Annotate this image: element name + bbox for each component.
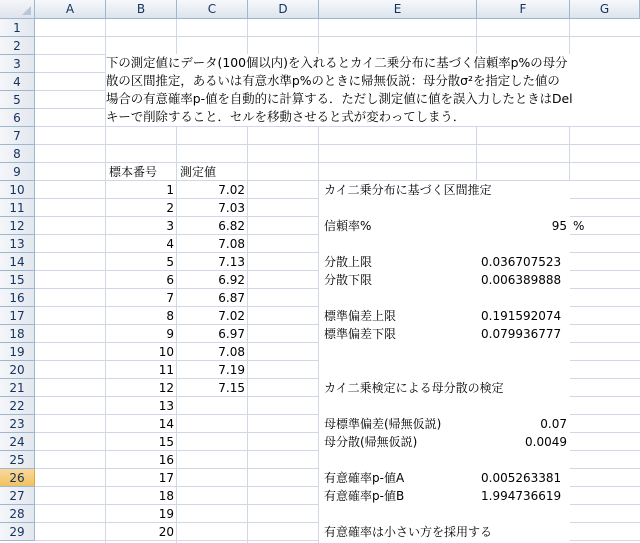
measured-value-cell[interactable] [177, 451, 245, 469]
row-header[interactable]: 28 [0, 505, 35, 523]
column-header-c[interactable]: C [177, 0, 248, 19]
row-header[interactable]: 2 [0, 37, 35, 55]
select-all-corner[interactable] [0, 0, 35, 19]
row-header[interactable]: 4 [0, 73, 35, 91]
row-header[interactable]: 29 [0, 523, 35, 541]
sample-number-cell[interactable]: 20 [158, 525, 174, 539]
sample-number-cell[interactable]: 15 [158, 435, 174, 449]
description-line: キーで削除すること．セルを移動させると式が変わってしまう． [106, 109, 466, 124]
measured-value-cell[interactable] [177, 469, 245, 487]
measured-value-cell[interactable] [177, 487, 245, 505]
header-measured-value[interactable]: 測定値 [180, 165, 217, 179]
row-header[interactable]: 15 [0, 271, 35, 289]
row-header[interactable]: 21 [0, 379, 35, 397]
column-header-b[interactable]: B [106, 0, 177, 19]
column-header-d[interactable]: D [248, 0, 319, 19]
row-header[interactable]: 10 [0, 181, 35, 199]
row-header[interactable]: 12 [0, 217, 35, 235]
measured-value-cell[interactable]: 6.92 [218, 273, 245, 287]
header-sample-number[interactable]: 標本番号 [109, 165, 158, 179]
row-header[interactable]: 20 [0, 361, 35, 379]
variance-upper-label[interactable]: 分散上限 [324, 255, 373, 269]
sample-number-cell[interactable]: 11 [158, 363, 174, 377]
measured-value-cell[interactable]: 6.97 [218, 327, 245, 341]
sample-number-cell[interactable]: 14 [158, 417, 174, 431]
estimation-title[interactable]: カイ二乗分布に基づく区間推定 [324, 183, 492, 197]
measured-value-cell[interactable]: 6.87 [218, 291, 245, 305]
column-header-e[interactable]: E [319, 0, 477, 19]
sample-number-cell[interactable]: 16 [158, 453, 174, 467]
measured-value-cell[interactable]: 7.03 [218, 201, 245, 215]
sample-number-cell[interactable]: 10 [158, 345, 174, 359]
sample-number-cell[interactable]: 7 [166, 291, 174, 305]
measured-value-cell[interactable] [177, 415, 245, 433]
sample-number-cell[interactable]: 9 [166, 327, 174, 341]
description-line: 下の測定値にデータ(100個以内)を入れるとカイ二乗分布に基づく信頼率p%の母分 [106, 55, 568, 70]
row-header[interactable]: 23 [0, 415, 35, 433]
measured-value-cell[interactable]: 7.08 [218, 237, 245, 251]
sample-number-cell[interactable]: 6 [166, 273, 174, 287]
row-header[interactable]: 6 [0, 109, 35, 127]
variance-lower-value[interactable]: 0.006389888 [481, 273, 562, 287]
p-value-a-label[interactable]: 有意確率p-値A [324, 471, 405, 485]
row-header[interactable]: 25 [0, 451, 35, 469]
sample-number-cell[interactable]: 1 [166, 183, 174, 197]
confidence-unit[interactable]: % [573, 219, 585, 233]
row-header[interactable]: 16 [0, 289, 35, 307]
row-header[interactable]: 18 [0, 325, 35, 343]
measured-value-cell[interactable] [177, 523, 245, 541]
row-header[interactable]: 9 [0, 163, 35, 181]
measured-value-cell[interactable]: 7.02 [218, 309, 245, 323]
sd-lower-label[interactable]: 標準偏差下限 [324, 327, 397, 341]
pop-sd-value[interactable]: 0.07 [540, 417, 567, 431]
pop-sd-label[interactable]: 母標準偏差(帰無仮説) [324, 417, 442, 431]
row-header[interactable]: 11 [0, 199, 35, 217]
column-header-f[interactable]: F [477, 0, 570, 19]
row-header[interactable]: 17 [0, 307, 35, 325]
sample-number-cell[interactable]: 5 [166, 255, 174, 269]
description-text [106, 54, 640, 126]
test-note[interactable]: 有意確率は小さい方を採用する [324, 525, 493, 539]
row-header[interactable]: 8 [0, 145, 35, 163]
description-line: 散の区間推定，あるいは有意水準p%のときに帰無仮説：母分散σ²を指定した値の [106, 73, 560, 88]
measured-value-cell[interactable] [177, 433, 245, 451]
sample-number-cell[interactable]: 17 [158, 471, 174, 485]
row-header[interactable]: 26 [0, 469, 35, 487]
measured-value-cell[interactable]: 7.02 [218, 183, 245, 197]
column-header-a[interactable]: A [35, 0, 106, 19]
measured-value-cell[interactable]: 7.19 [218, 363, 245, 377]
measured-value-cell[interactable] [177, 505, 245, 523]
row-header[interactable]: 13 [0, 235, 35, 253]
measured-value-cell[interactable]: 7.15 [218, 381, 245, 395]
pop-var-value[interactable]: 0.0049 [525, 435, 567, 449]
test-title[interactable]: カイ二乗検定による母分散の検定 [324, 381, 504, 395]
column-header-g[interactable]: G [570, 0, 640, 19]
variance-upper-value[interactable]: 0.036707523 [481, 255, 562, 269]
measured-value-cell[interactable] [177, 397, 245, 415]
sd-upper-label[interactable]: 標準偏差上限 [324, 309, 397, 323]
sample-number-cell[interactable]: 12 [158, 381, 174, 395]
row-header[interactable]: 27 [0, 487, 35, 505]
p-value-b-value[interactable]: 1.994736619 [481, 489, 562, 503]
confidence-value[interactable]: 95 [551, 219, 567, 233]
row-header[interactable]: 5 [0, 91, 35, 109]
sample-number-cell[interactable]: 8 [166, 309, 174, 323]
row-header[interactable]: 3 [0, 55, 35, 73]
sd-lower-value[interactable]: 0.079936777 [481, 327, 562, 341]
sample-number-cell[interactable]: 18 [158, 489, 174, 503]
row-header[interactable]: 19 [0, 343, 35, 361]
sample-number-cell[interactable]: 3 [166, 219, 174, 233]
row-header[interactable]: 7 [0, 127, 35, 145]
description-line: 場合の有意確率p-値を自動的に計算する．ただし測定値に値を誤入力したときはDel [106, 91, 573, 106]
sample-number-cell[interactable]: 2 [166, 201, 174, 215]
confidence-label[interactable]: 信頼率% [324, 219, 372, 233]
p-value-b-label[interactable]: 有意確率p-値B [324, 489, 405, 503]
sample-number-cell[interactable]: 19 [158, 507, 174, 521]
sd-upper-value[interactable]: 0.191592074 [481, 309, 562, 323]
row-header[interactable]: 22 [0, 397, 35, 415]
row-header[interactable]: 24 [0, 433, 35, 451]
pop-var-label[interactable]: 母分散(帰無仮説) [324, 435, 418, 449]
measured-value-cell[interactable]: 7.13 [218, 255, 245, 269]
p-value-a-value[interactable]: 0.005263381 [481, 471, 562, 485]
measured-value-cell[interactable]: 6.82 [218, 219, 245, 233]
sample-number-cell[interactable]: 4 [166, 237, 174, 251]
sample-number-cell[interactable]: 13 [158, 399, 174, 413]
row-header[interactable]: 1 [0, 19, 35, 37]
measured-value-cell[interactable]: 7.08 [218, 345, 245, 359]
variance-lower-label[interactable]: 分散下限 [324, 273, 373, 287]
row-header[interactable]: 14 [0, 253, 35, 271]
